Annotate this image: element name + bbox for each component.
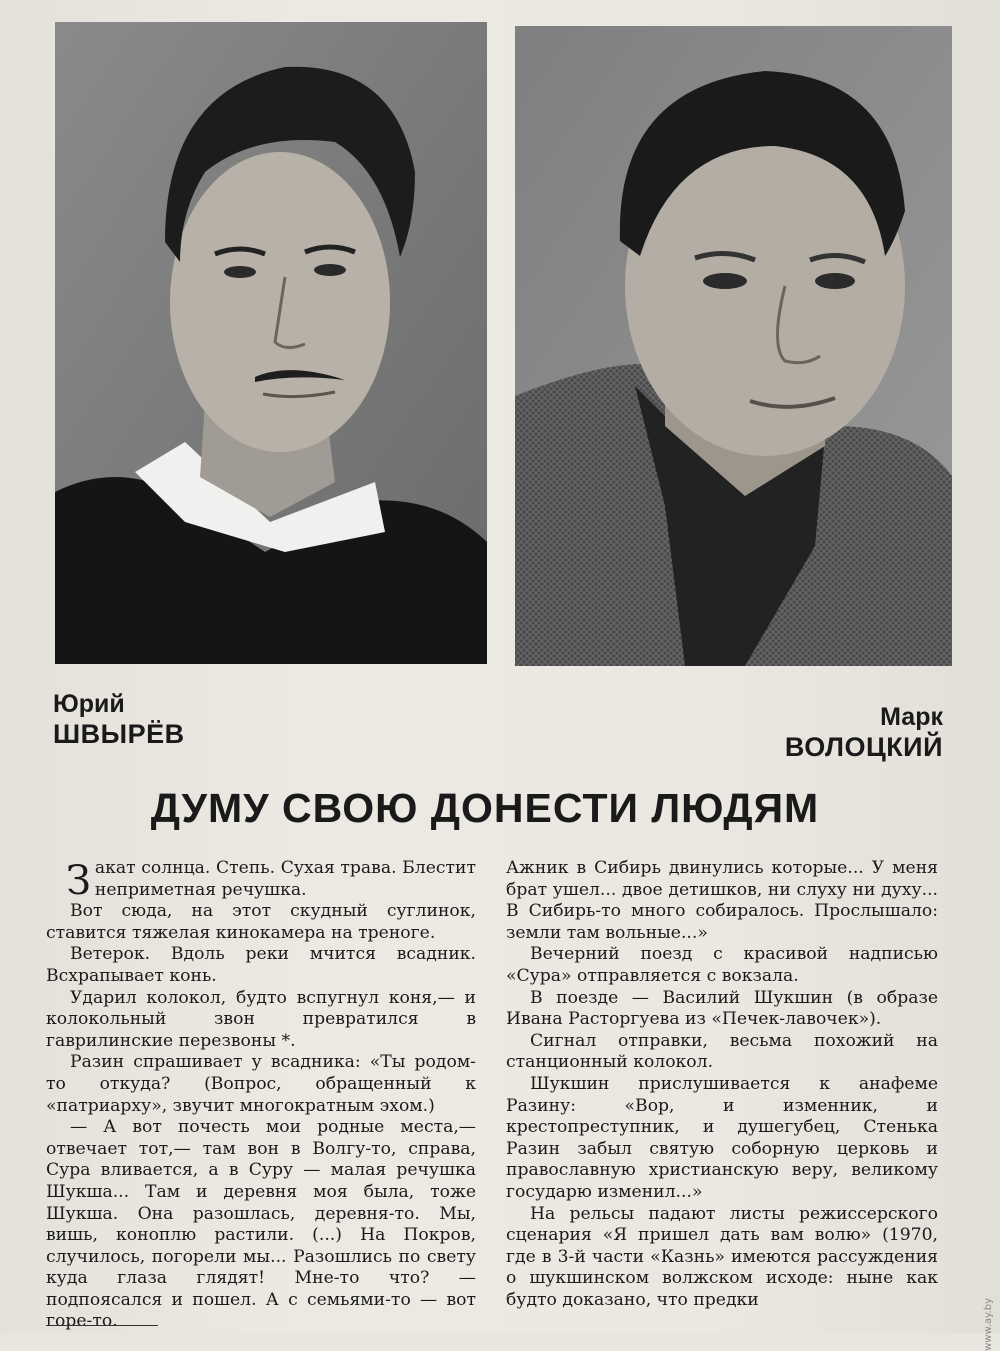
paragraph: Ажник в Сибирь двинулись которые... У меня брат ушел... двое детишков, ни слуху ни духу... В Сибирь-то много собиралось. Прослышало: земли там вольные...» bbox=[506, 858, 938, 943]
article-column-right bbox=[506, 858, 938, 1311]
portrait-shvyrev-image bbox=[55, 22, 487, 664]
paragraph: — А вот почесть мои родные места,— отвечает тот,— там вон в Волгу-то, справа, Сура вливается, а в Суру — малая речушка Шукша... Там и деревня моя была, тоже Шукша. Она разошлась, деревня-то. Мы, вишь, коноплю растили. (...) На Покров, случилось, погорели мы... Разошлись по свету куда глаза глядят! Мне-то что? — подпоясался и пошел. А с семьями-то — вот горе-то. bbox=[46, 1117, 476, 1332]
paragraph: Разин спрашивает у всадника: «Ты родом-то откуда? (Вопрос, обращенный к «патриарху», звучит многократным эхом.) bbox=[46, 1052, 476, 1116]
paragraph: Шукшин прислушивается к анафеме Разину: «Вор, и изменник, и крестопреступник, и душегубец, Стенька Разин забыл святую соборную церковь и православную христианскую веру, великому государю изменил...» bbox=[506, 1073, 938, 1202]
footnote-divider bbox=[46, 1325, 158, 1326]
last-name: ШВЫРЁВ bbox=[53, 718, 185, 749]
paragraph: Вечерний поезд с красивой надписью «Сура» отправляется с вокзала. bbox=[506, 944, 938, 986]
caption-name-shvyrev bbox=[53, 690, 185, 750]
first-name: Марк bbox=[880, 703, 943, 731]
paragraph: В поезде — Василий Шукшин (в образе Ивана Расторгуева из «Печек-лавочек»). bbox=[506, 987, 938, 1030]
article-column-left bbox=[46, 858, 476, 1333]
caption-name-volotsky bbox=[785, 703, 943, 763]
watermark: www.ay.by bbox=[983, 1298, 994, 1351]
article-headline: ДУМУ СВОЮ ДОНЕСТИ ЛЮДЯМ bbox=[150, 785, 820, 831]
drop-cap: З bbox=[66, 858, 91, 904]
last-name: ВОЛОЦКИЙ bbox=[784, 731, 943, 762]
portrait-volotsky-image bbox=[515, 26, 952, 666]
paragraph: Сигнал отправки, весьма похожий на станционный колокол. bbox=[506, 1030, 938, 1073]
portrait-photo-shvyrev bbox=[55, 22, 487, 664]
portrait-photo-volotsky bbox=[515, 26, 952, 666]
paragraph: Закат солнца. Степь. Сухая трава. Блестит неприметная речушка. bbox=[46, 858, 476, 901]
paragraph: Вот сюда, на этот скудный суглинок, ставится тяжелая кинокамера на треноге. bbox=[46, 901, 476, 943]
paragraph: Ударил колокол, будто вспугнул коня,— и колокольный звон превратился в гаврилинские перезвоны *. bbox=[46, 987, 476, 1051]
paragraph: Ветерок. Вдоль реки мчится всадник. Всхрапывает конь. bbox=[46, 944, 476, 986]
first-name: Юрий bbox=[53, 690, 125, 718]
paragraph: На рельсы падают листы режиссерского сценария «Я пришел дать вам волю» (1970, где в 3-й части «Казнь» имеются рассуждения о шукшинском волжском исходе: ныне как будто доказано, что предки bbox=[506, 1203, 938, 1310]
